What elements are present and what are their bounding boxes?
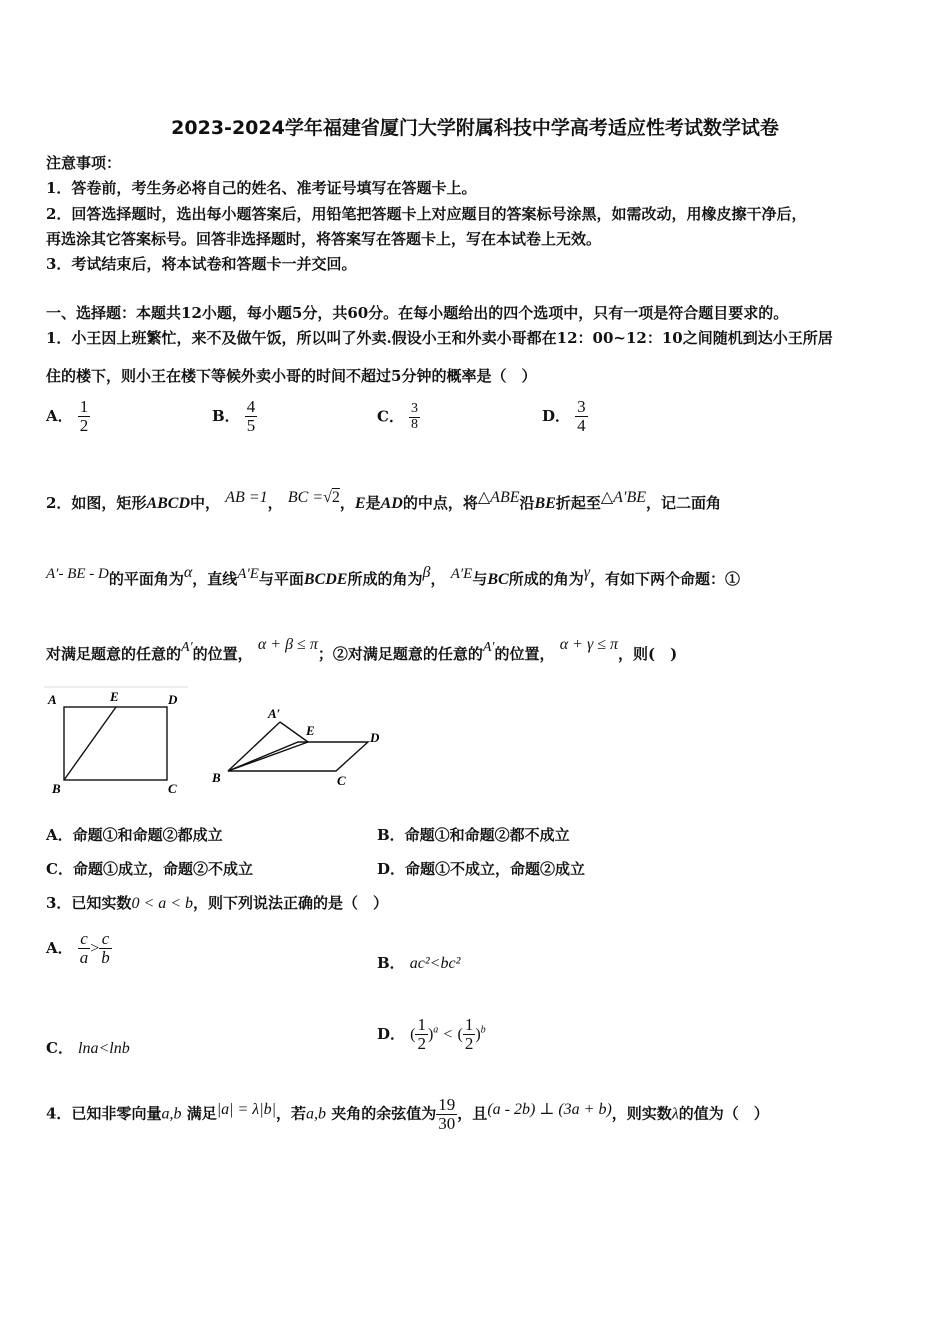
text: ， <box>430 570 446 588</box>
sqrt-value: 2 <box>331 489 340 506</box>
label-d: D <box>370 730 380 745</box>
math: A′ <box>482 640 495 655</box>
math-condition: 0 < a < b <box>131 895 194 912</box>
denominator: 8 <box>411 416 419 432</box>
math: a,b <box>161 1105 182 1123</box>
q2-option-b: B．命题①和命题②都不成立 <box>377 826 570 844</box>
math-expression: lna<lnb <box>78 1040 130 1057</box>
math-triangle-a-prime-be: △A′BE <box>600 489 646 506</box>
option-label: C． <box>46 1039 73 1057</box>
math-condition-2: α + γ ≤ π <box>559 636 619 653</box>
text: ，则实数 <box>611 1104 672 1123</box>
label-a-prime: A′ <box>268 706 281 721</box>
q2-option-d: D．命题①不成立，命题②成立 <box>377 860 586 878</box>
denominator: 2 <box>464 1033 474 1053</box>
option-label: C． <box>377 407 404 426</box>
text: 与 <box>472 570 488 588</box>
q2-option-a: A．命题①和命题②都成立 <box>46 826 223 844</box>
math-lambda: λ <box>671 1105 679 1123</box>
page-title: 2023-2024学年福建省厦门大学附属科技中学高考适应性考试数学试卷 <box>171 117 779 139</box>
label-e: E <box>110 689 119 704</box>
math-condition-1: α + β ≤ π <box>257 636 318 653</box>
text: ，则( ) <box>618 645 678 663</box>
segment-a-prime-e <box>280 722 308 742</box>
label-a: A <box>48 692 57 707</box>
denominator: 30 <box>438 1113 456 1133</box>
denominator: b <box>101 947 110 967</box>
numerator: c <box>80 929 88 948</box>
fraction <box>463 1016 476 1053</box>
math-dihedral: A′- BE - D <box>46 566 109 582</box>
option-label: B． <box>212 406 240 425</box>
text: 满足 <box>186 1104 217 1123</box>
notes-item-2-cont: 再选涂其它答案标号。回答非选择题时，将答案写在答题卡上，写在本试卷上无效。 <box>46 230 602 248</box>
notes-item-1: 1．答卷前，考生务必将自己的姓名、准考证号填写在答题卡上。 <box>46 179 477 197</box>
denominator: 2 <box>79 415 89 435</box>
label-e: E <box>306 723 315 738</box>
fraction <box>436 1096 457 1133</box>
q1-option-a <box>46 398 90 435</box>
question-2-line-3 <box>46 636 678 664</box>
fraction <box>78 930 91 967</box>
option-label: D． <box>542 406 571 425</box>
q1-option-d <box>542 398 588 435</box>
segment-be-fold <box>228 742 308 771</box>
numerator: 19 <box>438 1095 456 1114</box>
text: ， <box>339 494 355 512</box>
section-heading: 一、选择题：本题共12小题，每小题5分，共60分。在每小题给出的四个选项中，只有一项是符合题目要求的。 <box>46 304 789 322</box>
text: ，记二面角 <box>645 494 721 512</box>
text: ，直线 <box>192 570 238 588</box>
math: E <box>354 495 366 512</box>
label-c: C <box>337 773 346 788</box>
text: ；②对满足题意的任意的 <box>317 645 483 663</box>
text: 中， <box>190 494 221 512</box>
text: ，且 <box>457 1104 488 1123</box>
label-c: C <box>168 781 177 796</box>
fraction <box>245 398 258 435</box>
numerator: 1 <box>464 1015 474 1034</box>
math-gamma: γ <box>583 564 591 581</box>
question-3 <box>46 892 388 913</box>
text: 沿 <box>519 494 535 512</box>
math-bc-left: BC = <box>287 489 324 506</box>
fraction <box>409 402 420 432</box>
q3-option-c <box>46 1037 130 1058</box>
notes-item-2: 2．回答选择题时，选出每小题答案后，用铅笔把答题卡上对应题目的答案标号涂黑，如需改动，用橡皮擦干净后， <box>46 205 807 223</box>
text: 的位置， <box>192 645 253 663</box>
denominator: 5 <box>246 415 256 435</box>
denominator: a <box>79 947 89 967</box>
fraction <box>78 398 91 435</box>
math-expression: ac²<bc² <box>409 955 461 972</box>
text: 的中点，将 <box>402 494 478 512</box>
operator: < <box>443 1025 453 1043</box>
math-ab: AB =1 <box>225 489 268 506</box>
numerator: 1 <box>417 1015 426 1034</box>
text: 是 <box>365 494 381 512</box>
math: BC <box>487 571 509 588</box>
numerator: 3 <box>577 397 586 416</box>
operator: > <box>90 939 100 957</box>
question-2-line-1 <box>46 489 721 513</box>
math-beta: β <box>422 564 431 581</box>
figure-rectangle-and-fold <box>40 685 400 800</box>
fraction <box>415 1016 428 1053</box>
exponent: a <box>433 1024 439 1036</box>
numerator: c <box>101 929 110 948</box>
text: 的平面角为 <box>108 570 184 588</box>
q1-option-b <box>212 398 257 435</box>
option-label: D． <box>377 1024 406 1043</box>
text: 与平面 <box>258 570 304 588</box>
question-1-line-2: 住的楼下，则小王在楼下等候外卖小哥的时间不超过5分钟的概率是（ ） <box>46 367 537 385</box>
q3-option-d: D． ( $\frac{1}{2}$ )$^a$ < ( $\frac{1}{2}$ )$^b$ <box>377 1015 486 1053</box>
denominator: 4 <box>577 415 586 435</box>
text: ，有如下两个命题：① <box>590 570 741 588</box>
q3-option-b <box>377 952 460 973</box>
math: BE <box>534 495 556 512</box>
math: A′E <box>237 566 259 582</box>
text: 夹角的余弦值为 <box>331 1104 437 1123</box>
text: 所成的角为 <box>508 570 584 588</box>
math-triangle-abe: △ABE <box>477 489 520 506</box>
segment-be <box>64 707 116 780</box>
question-4 <box>46 1096 769 1133</box>
notes-heading: 注意事项： <box>46 154 122 172</box>
option-label: B． <box>377 954 405 972</box>
segment-a-prime-b <box>228 722 280 771</box>
question-1-line-1: 1．小王因上班繁忙，来不及做午饭，所以叫了外卖.假设小王和外卖小哥都在12：00~12：10之间随机到达小王所居 <box>46 329 833 347</box>
text: 的值为（ ） <box>678 1104 769 1123</box>
denominator: 2 <box>417 1033 426 1053</box>
math: ABCD <box>146 495 191 512</box>
math-perpendicular: (a - 2b) ⊥ (3a + b) <box>487 1101 612 1119</box>
math-alpha: α <box>183 564 193 581</box>
fraction <box>99 930 112 967</box>
math: A′E <box>450 566 473 582</box>
math-condition: |a| = λ|b| <box>216 1101 277 1119</box>
notes-item-3: 3．考试结束后，将本试卷和答题卡一并交回。 <box>46 255 357 273</box>
exponent: b <box>480 1024 486 1036</box>
text: 4．已知非零向量 <box>46 1104 162 1123</box>
q3-option-a <box>46 930 112 967</box>
option-label: A． <box>46 406 73 425</box>
q1-option-c <box>377 402 420 432</box>
label-b: B <box>52 781 61 796</box>
text: 折起至 <box>555 494 601 512</box>
text: ，若 <box>276 1104 307 1123</box>
text: 2．如图，矩形 <box>46 494 147 512</box>
text: 所成的角为 <box>347 570 423 588</box>
question-2-line-2 <box>46 564 741 589</box>
numerator: 1 <box>79 397 89 416</box>
math: a,b <box>306 1105 327 1123</box>
option-label: A． <box>46 938 73 957</box>
text: 3．已知实数 <box>46 894 132 912</box>
label-d: D <box>168 692 178 707</box>
text: ， <box>267 494 283 512</box>
math-bc: BC =√2 <box>287 489 340 506</box>
text: 对满足题意的任意的 <box>46 645 182 663</box>
label-b: B <box>212 770 221 785</box>
q2-option-c: C．命题①成立，命题②不成立 <box>46 860 253 878</box>
text: 的位置， <box>494 645 555 663</box>
text: ，则下列说法正确的是（ ） <box>193 894 389 912</box>
rectangle-abcd <box>64 707 167 780</box>
fraction <box>575 398 588 435</box>
numerator: 4 <box>246 397 256 416</box>
numerator: 3 <box>411 401 419 416</box>
math: BCDE <box>303 571 348 588</box>
math: A′ <box>181 640 193 655</box>
math: AD <box>380 495 403 512</box>
